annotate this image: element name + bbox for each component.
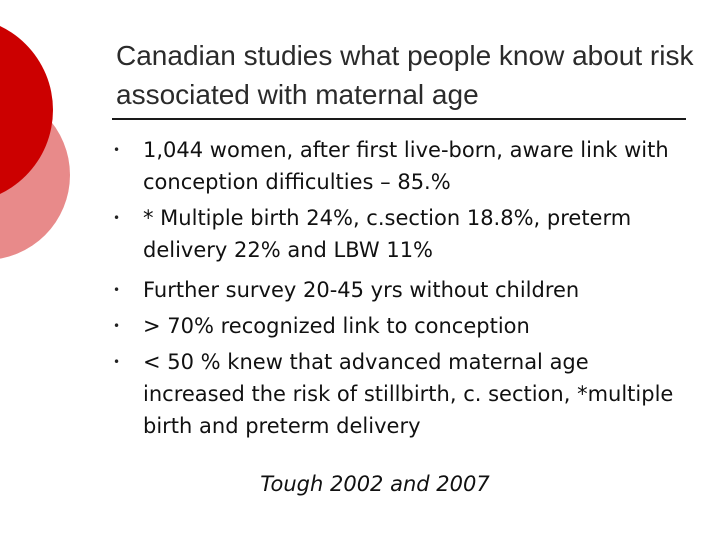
bullet-item: [112, 274, 692, 306]
bullet-text: Further survey 20-45 yrs without children: [143, 278, 580, 302]
bullet-text: 1,044 women, after first live-born, aware link with conception difficulties – 85.%: [143, 138, 669, 194]
bullet-marker: •: [113, 283, 121, 297]
bullet-item: [112, 202, 692, 266]
decorative-circles: [0, 0, 110, 300]
bullet-marker: •: [113, 355, 121, 369]
citation: Tough 2002 and 2007: [260, 472, 490, 496]
bullet-marker: •: [113, 319, 121, 333]
bullet-marker: •: [113, 143, 121, 157]
bullet-list: [112, 134, 692, 442]
bullet-text: < 50 % knew that advanced maternal age increased the risk of stillbirth, c. section, *multiple birth and preterm delivery: [143, 350, 674, 438]
bullet-item: [112, 310, 692, 342]
bullet-item: [112, 134, 692, 198]
slide-title: Canadian studies what people know about risk associated with maternal age: [116, 40, 694, 110]
title-divider: [112, 118, 686, 120]
bullet-text: > 70% recognized link to conception: [143, 314, 530, 338]
bullet-marker: •: [113, 211, 121, 225]
bullet-text: * Multiple birth 24%, c.section 18.8%, preterm delivery 22% and LBW 11%: [143, 206, 632, 262]
bullet-item: [112, 346, 692, 442]
